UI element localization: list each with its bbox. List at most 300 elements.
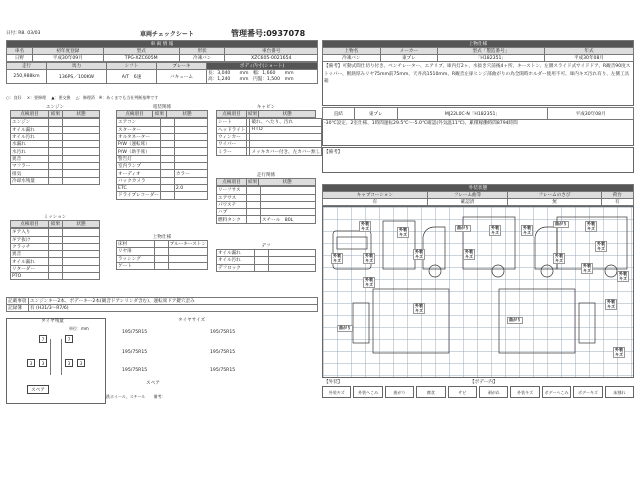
- def-title: デフ: [261, 244, 271, 249]
- check-item: 水汚れ: [11, 148, 49, 155]
- check-state: [63, 126, 100, 133]
- check-row: [11, 177, 100, 184]
- truck-outline: [323, 207, 635, 379]
- status-col-cab: キャブコーション: [323, 192, 428, 199]
- check-row: [11, 155, 100, 162]
- engine-col-result: 結果: [49, 111, 63, 118]
- check-result[interactable]: [49, 177, 63, 184]
- check-item: リヤ扉: [117, 248, 155, 255]
- check-row: [117, 184, 208, 191]
- electric-col-result: 結果: [153, 111, 167, 118]
- damage-mark-19: 外装 キズ: [415, 303, 423, 313]
- tire-front-right: 7: [65, 335, 73, 343]
- check-row: [11, 229, 100, 236]
- check-result[interactable]: [160, 177, 174, 184]
- damage-diagram: [322, 206, 634, 378]
- check-row: [217, 187, 316, 194]
- check-result[interactable]: [154, 262, 168, 269]
- record-text: 有 (H31/3～R7/6): [29, 305, 318, 312]
- check-row: [117, 248, 208, 255]
- exterior-status: [322, 184, 634, 206]
- check-state: ブルーキーストン: [169, 242, 206, 248]
- check-result[interactable]: [49, 265, 63, 272]
- check-item: 冷却水残量: [11, 177, 49, 184]
- check-item: オイル汚れ: [11, 133, 49, 140]
- fridge-drive: 直結: [323, 108, 355, 120]
- check-result[interactable]: [49, 163, 63, 170]
- status-rust: 無: [508, 199, 601, 206]
- damage-mark-15: 外装 キズ: [619, 271, 627, 281]
- check-result[interactable]: [49, 148, 63, 155]
- equip-name: 冷凍バン: [323, 55, 381, 62]
- check-item: オイル漏れ: [11, 258, 49, 265]
- fridge-model: MJ22L0C-N「H182351」: [397, 108, 548, 120]
- tire-rear-left-inner: 3: [39, 359, 47, 367]
- check-state: カラー: [174, 170, 207, 177]
- check-state: [63, 243, 100, 250]
- check-row: [217, 216, 316, 223]
- check-state: [174, 192, 207, 199]
- check-row: [117, 155, 208, 162]
- engine-col-state: 状態: [63, 111, 100, 118]
- check-item: エアサス: [217, 194, 247, 201]
- check-state: [63, 229, 100, 236]
- check-row: [117, 126, 208, 133]
- check-result[interactable]: [160, 133, 174, 140]
- check-row: [217, 257, 316, 264]
- damage-mark-6: 曲がり: [555, 221, 567, 226]
- chassis-number: XZC605-0021654: [225, 55, 318, 62]
- check-result[interactable]: [49, 273, 63, 280]
- check-row: [217, 264, 316, 271]
- equipment-remarks-text: 可動式間仕切り付き、ベンチレーター、エアリブ、庫内灯2ヶ、水抜き穴前後4ヶ所、キーストン、左側スライド式サイドドア、R観音90度ストッパー、断熱厚みリヤ75mm前75mm、天井高1510mm、R観音左扉ヒンジ部曲がりの為全開時ホルダー使用不可、庫内キズ汚れ有り、左側工具箱: [324, 64, 631, 84]
- damage-mark-21: 外装 キズ: [615, 347, 623, 357]
- legend-note: △：修理済 ※：あくまでも当社判断基準です: [75, 95, 159, 100]
- check-item: オイル汚れ: [217, 257, 255, 264]
- status-cab: 有: [323, 199, 428, 206]
- check-row: [11, 170, 100, 177]
- check-state: [174, 126, 207, 133]
- engine-title: エンジン: [45, 105, 65, 110]
- fridge-remarks-text: -30℃設定、2室仕様、1時間運転29.5℃～-5.0℃確認(外気温11℃)、累積稼働時間8794時間: [324, 121, 518, 126]
- exterior-status-title: 外装状態: [323, 185, 634, 192]
- check-result[interactable]: [49, 155, 63, 162]
- check-item: 燃料タンク: [217, 216, 247, 223]
- tire-size-title: タイヤサイズ: [178, 318, 206, 323]
- check-result[interactable]: [247, 187, 261, 194]
- tire-size-fl: 195/75R15: [122, 330, 148, 335]
- check-item: 室内ランプ: [117, 163, 161, 170]
- electric-col-item: 点検項目: [117, 111, 153, 118]
- check-item: P/W（運転席）: [117, 141, 161, 148]
- check-result[interactable]: [49, 236, 63, 243]
- equipment-section: [322, 40, 634, 173]
- check-row: [11, 141, 100, 148]
- electric-col-state: 状態: [167, 111, 208, 118]
- legend-fix: ×：要修理: [26, 95, 47, 100]
- vehicle-info-heading: 車 両 情 報: [7, 41, 318, 48]
- tire-size-rl1: 195/75R15: [122, 350, 148, 355]
- damage-mark-13: 外装 キズ: [555, 253, 563, 263]
- check-row: [117, 177, 208, 184]
- check-item: オルタネーター: [117, 133, 161, 140]
- check-result[interactable]: [154, 241, 168, 248]
- notes-section: [6, 297, 318, 312]
- check-result[interactable]: [154, 248, 168, 255]
- check-result[interactable]: [247, 216, 261, 223]
- equip-year: 平成30年08月: [544, 55, 633, 62]
- status-col-frame: フレーム曲等: [427, 192, 508, 199]
- mission-col-state: 状態: [63, 221, 100, 228]
- check-row: [217, 119, 322, 126]
- check-item: 異音: [11, 155, 49, 162]
- check-row: [11, 148, 100, 155]
- damage-mark-4: 外装 キズ: [491, 225, 499, 235]
- check-state: [63, 170, 100, 177]
- check-result[interactable]: [49, 133, 63, 140]
- shift: A/T 6速: [107, 70, 157, 84]
- legend-item: 剥がれ: [479, 386, 508, 398]
- damage-mark-20: 外装 キズ: [607, 299, 615, 309]
- upper-title: 上物仕様: [152, 235, 172, 240]
- check-state: [261, 201, 316, 208]
- check-result[interactable]: [160, 119, 174, 126]
- col-inner-size: ボディ内寸(ショート): [207, 63, 318, 70]
- vehicle-info: [6, 40, 318, 84]
- equipment-remarks-label: 【備考】: [324, 64, 343, 69]
- check-row: [217, 141, 322, 148]
- check-item: パワステ: [217, 201, 247, 208]
- check-state: [63, 265, 100, 272]
- check-result[interactable]: [247, 209, 261, 216]
- horsepower: 136PS／100KW: [47, 70, 107, 84]
- legend-good: ○：良好: [6, 95, 22, 100]
- check-state: [250, 141, 322, 148]
- check-result[interactable]: [49, 119, 63, 126]
- check-state: スチール 80L: [261, 216, 316, 223]
- equipment-remarks: [322, 62, 634, 106]
- check-item: 水漏れ: [11, 141, 49, 148]
- tire-footer: 鉄ホイール、スチール 備考：: [106, 394, 166, 399]
- check-state: [174, 141, 207, 148]
- check-state: [63, 273, 100, 280]
- check-item: 床材: [117, 241, 155, 248]
- col-shape: 形状: [179, 48, 225, 55]
- cabin-col-state: 状態: [259, 111, 316, 118]
- check-result[interactable]: [160, 141, 174, 148]
- check-item: PTO: [11, 273, 49, 280]
- check-row: [217, 148, 322, 155]
- damage-mark-12: 外装 キズ: [465, 249, 473, 259]
- driving-title: 走行関係: [256, 173, 276, 178]
- check-item: クラッチ: [11, 243, 49, 250]
- check-state: [261, 209, 316, 216]
- first-registration: 平成30年09月: [33, 55, 104, 62]
- fridge-year: 平成30年08月: [548, 108, 634, 120]
- damage-mark-10: 外装 キズ: [365, 253, 373, 263]
- check-item: デフロック: [217, 264, 255, 271]
- check-result[interactable]: [49, 170, 63, 177]
- check-item: オイル漏れ: [217, 250, 255, 257]
- check-result[interactable]: [160, 163, 174, 170]
- legend-replace: ▲：要交換: [51, 95, 71, 100]
- mission-col-item: 点検項目: [11, 221, 49, 228]
- body-shape: 冷凍バン: [179, 55, 225, 62]
- upper-section: [116, 234, 208, 270]
- check-result[interactable]: [160, 126, 174, 133]
- check-state: [261, 194, 316, 201]
- legend: [6, 95, 318, 101]
- check-state: [269, 250, 316, 257]
- check-result[interactable]: [49, 251, 63, 258]
- check-state: [174, 148, 207, 155]
- check-item: ワイパー: [217, 141, 247, 148]
- check-state: [168, 262, 207, 269]
- col-hp: 馬力: [47, 63, 107, 70]
- damage-mark-11: 外装 キズ: [415, 249, 423, 259]
- check-row: [117, 148, 208, 155]
- check-result[interactable]: [49, 243, 63, 250]
- check-state: [168, 248, 207, 255]
- col-first-reg: 初年度登録: [33, 48, 104, 55]
- check-item: ラッシング: [117, 255, 155, 262]
- check-row: [11, 236, 100, 243]
- check-item: 異音: [11, 251, 49, 258]
- mileage: 250,988km: [7, 70, 47, 84]
- check-result[interactable]: [255, 257, 269, 264]
- tire-remain-section: [6, 318, 106, 404]
- axle-drawing: [50, 339, 62, 375]
- check-row: [11, 126, 100, 133]
- equip-model: 「H182351」: [437, 55, 544, 62]
- tire-remain-title: タイヤ残量: [41, 319, 64, 324]
- legend-exterior: 【外装】: [324, 380, 343, 385]
- check-item: ウィンカー: [217, 133, 247, 140]
- check-result[interactable]: [160, 170, 174, 177]
- extra-remarks: [322, 147, 634, 173]
- check-state: [63, 148, 100, 155]
- check-row: [117, 119, 208, 126]
- driving-col-item: 点検項目: [217, 179, 247, 186]
- check-state: [168, 255, 207, 262]
- fridge-maker: 東プレ: [354, 108, 397, 120]
- col-name: 車名: [7, 48, 33, 55]
- check-item: ヘッドライト: [218, 127, 246, 133]
- check-item: 排気: [11, 170, 49, 177]
- equip-col-year: 年式: [544, 48, 633, 55]
- equip-col-name: 上物名: [323, 48, 381, 55]
- status-col-rust: フレームのさび: [508, 192, 601, 199]
- check-item: ギア抜け: [11, 236, 49, 243]
- damage-mark-7: 外装 キズ: [587, 221, 595, 231]
- equipment-title: 上物仕様: [323, 41, 634, 48]
- check-item: 警告灯: [117, 155, 161, 162]
- check-state: H I D: [250, 126, 322, 133]
- check-row: [117, 192, 208, 199]
- check-item: ドライブレコーダー: [118, 193, 159, 199]
- legend-item: 曲がり: [385, 386, 414, 398]
- check-result[interactable]: [160, 155, 174, 162]
- check-state: 2.0: [174, 184, 207, 191]
- check-state: [250, 133, 322, 140]
- vehicle-name: 日野: [7, 55, 33, 62]
- mission-col-result: 結果: [49, 221, 63, 228]
- legend-item: サビ: [448, 386, 477, 398]
- check-item: ミラー: [217, 148, 247, 155]
- record-label: 記録簿: [7, 305, 29, 312]
- date-label: 日付: R8. 03/03: [6, 31, 41, 36]
- tire-size-rr2: 195/75R15: [210, 368, 236, 373]
- check-state: [269, 257, 316, 264]
- status-frame: 確認済: [427, 199, 508, 206]
- damage-mark-1: 外装 キズ: [361, 221, 369, 231]
- check-row: [11, 258, 100, 265]
- check-item: エアコン: [117, 119, 161, 126]
- tire-spare: スペア: [27, 385, 49, 394]
- legend-body-inner: 【ボデー内】: [470, 380, 498, 385]
- brake: バキューム: [157, 70, 207, 84]
- cabin-section: [216, 104, 321, 156]
- electric-section: [116, 104, 208, 200]
- check-row: [11, 163, 100, 170]
- notes-label: 記載事項: [7, 298, 29, 305]
- legend-item: 外装キズ: [322, 386, 351, 398]
- notes-text: エンジンキー2本、ボデーキー2本(観音ドアシリンダ含む)、運転席ドア鍵穴歪み: [29, 298, 318, 305]
- check-item: リターダー: [11, 265, 49, 272]
- status-col-bed: 荷台: [601, 192, 633, 199]
- tire-rear-right-outer: 3: [77, 359, 85, 367]
- check-result[interactable]: [49, 229, 63, 236]
- check-state: [63, 236, 100, 243]
- check-result[interactable]: [49, 258, 63, 265]
- check-state: [63, 141, 100, 148]
- check-item: エンジン: [11, 119, 49, 126]
- check-state: [174, 119, 207, 126]
- check-item: シート: [217, 119, 247, 126]
- check-row: [217, 133, 322, 140]
- legend-item: ボデーキズ: [573, 386, 602, 398]
- check-result[interactable]: [247, 201, 261, 208]
- check-row: [11, 251, 100, 258]
- sheet-title: 車両チェックシート: [140, 31, 194, 38]
- col-shift: シフト: [107, 63, 157, 70]
- check-item: スターター: [117, 126, 161, 133]
- check-state: [63, 251, 100, 258]
- damage-mark-16: 外装 キズ: [365, 277, 373, 287]
- damage-mark-17: 曲がり: [339, 325, 351, 330]
- management-number: 管理番号:0937078: [231, 29, 306, 38]
- inner-size-line2: 高：1,240 mm 円盤：1,500 mm: [208, 76, 294, 82]
- check-state: [63, 119, 100, 126]
- fridge-remarks: [322, 120, 634, 146]
- tire-size-rl2: 195/75R15: [122, 368, 148, 373]
- check-result[interactable]: [255, 250, 269, 257]
- check-item: バックカメラ: [117, 177, 161, 184]
- tire-front-left: 7: [39, 335, 47, 343]
- def-section: [216, 243, 316, 272]
- status-bed: 有: [601, 199, 633, 206]
- damage-mark-9: 外装 キズ: [333, 253, 341, 263]
- damage-mark-2: 外装 キズ: [399, 227, 407, 237]
- equip-col-model: 型式「製造番号」: [437, 48, 544, 55]
- engine-section: [10, 104, 100, 185]
- check-result[interactable]: [160, 192, 174, 199]
- damage-mark-14: 外装 キズ: [583, 263, 591, 273]
- check-state: [63, 258, 100, 265]
- check-state: [63, 163, 100, 170]
- check-item: P/W（助手席）: [117, 148, 161, 155]
- check-row: [217, 126, 322, 133]
- check-state: [174, 155, 207, 162]
- check-state: メッキカバー付き、左カバー無し: [251, 149, 321, 155]
- damage-mark-8: 外装 キズ: [597, 241, 605, 251]
- check-result[interactable]: [160, 148, 174, 155]
- equip-col-maker: メーカー: [380, 48, 437, 55]
- check-row: [117, 133, 208, 140]
- check-state: [174, 163, 207, 170]
- check-result[interactable]: [154, 255, 168, 262]
- cabin-col-item: 点検項目: [217, 111, 247, 118]
- legend-item: ボデーへこみ: [542, 386, 571, 398]
- check-state: [174, 133, 207, 140]
- check-state: 破れ、へたり、汚れ: [250, 119, 322, 126]
- check-state: [63, 133, 100, 140]
- legend-item: 腐食: [416, 386, 445, 398]
- check-row: [11, 265, 100, 272]
- check-row: [11, 243, 100, 250]
- check-state: [269, 264, 316, 271]
- check-result[interactable]: [49, 141, 63, 148]
- check-row: [117, 141, 208, 148]
- check-row: [117, 241, 208, 248]
- check-item: ギア入り: [11, 229, 49, 236]
- col-brake: ブレーキ: [157, 63, 207, 70]
- driving-col-state: 状態: [259, 179, 316, 186]
- col-model: 型式: [103, 48, 179, 55]
- driving-col-result: 結果: [248, 180, 258, 186]
- legend-item: 外装キズ: [510, 386, 539, 398]
- check-row: [11, 119, 100, 126]
- damage-mark-18: 曲がり: [509, 317, 521, 322]
- electric-title: 電装関係: [152, 105, 172, 110]
- col-chassis: 車台番号: [225, 48, 318, 55]
- tire-rear-left-outer: 3: [27, 359, 35, 367]
- check-item: マフラー: [11, 163, 49, 170]
- check-row: [11, 273, 100, 280]
- check-row: [217, 209, 316, 216]
- check-result[interactable]: [49, 126, 63, 133]
- check-row: [217, 250, 316, 257]
- check-state: [261, 187, 316, 194]
- damage-mark-5: 外装 キズ: [523, 225, 531, 235]
- check-state: [63, 155, 100, 162]
- check-item: ゲート: [117, 262, 155, 269]
- engine-col-item: 点検項目: [11, 111, 49, 118]
- check-item: ETC: [117, 184, 161, 191]
- check-result[interactable]: [247, 194, 261, 201]
- check-item: オイル漏れ: [11, 126, 49, 133]
- check-row: [117, 163, 208, 170]
- legend-item: 床割れ: [605, 386, 634, 398]
- mission-section: [10, 214, 100, 280]
- check-result[interactable]: [160, 184, 174, 191]
- model-code: TPG-XZC605M: [103, 55, 179, 62]
- check-result[interactable]: [255, 264, 269, 271]
- tire-size-section: [106, 318, 318, 404]
- tire-size-fr: 195/75R15: [210, 330, 236, 335]
- check-row: [217, 194, 316, 201]
- col-mileage: 走行: [7, 63, 47, 70]
